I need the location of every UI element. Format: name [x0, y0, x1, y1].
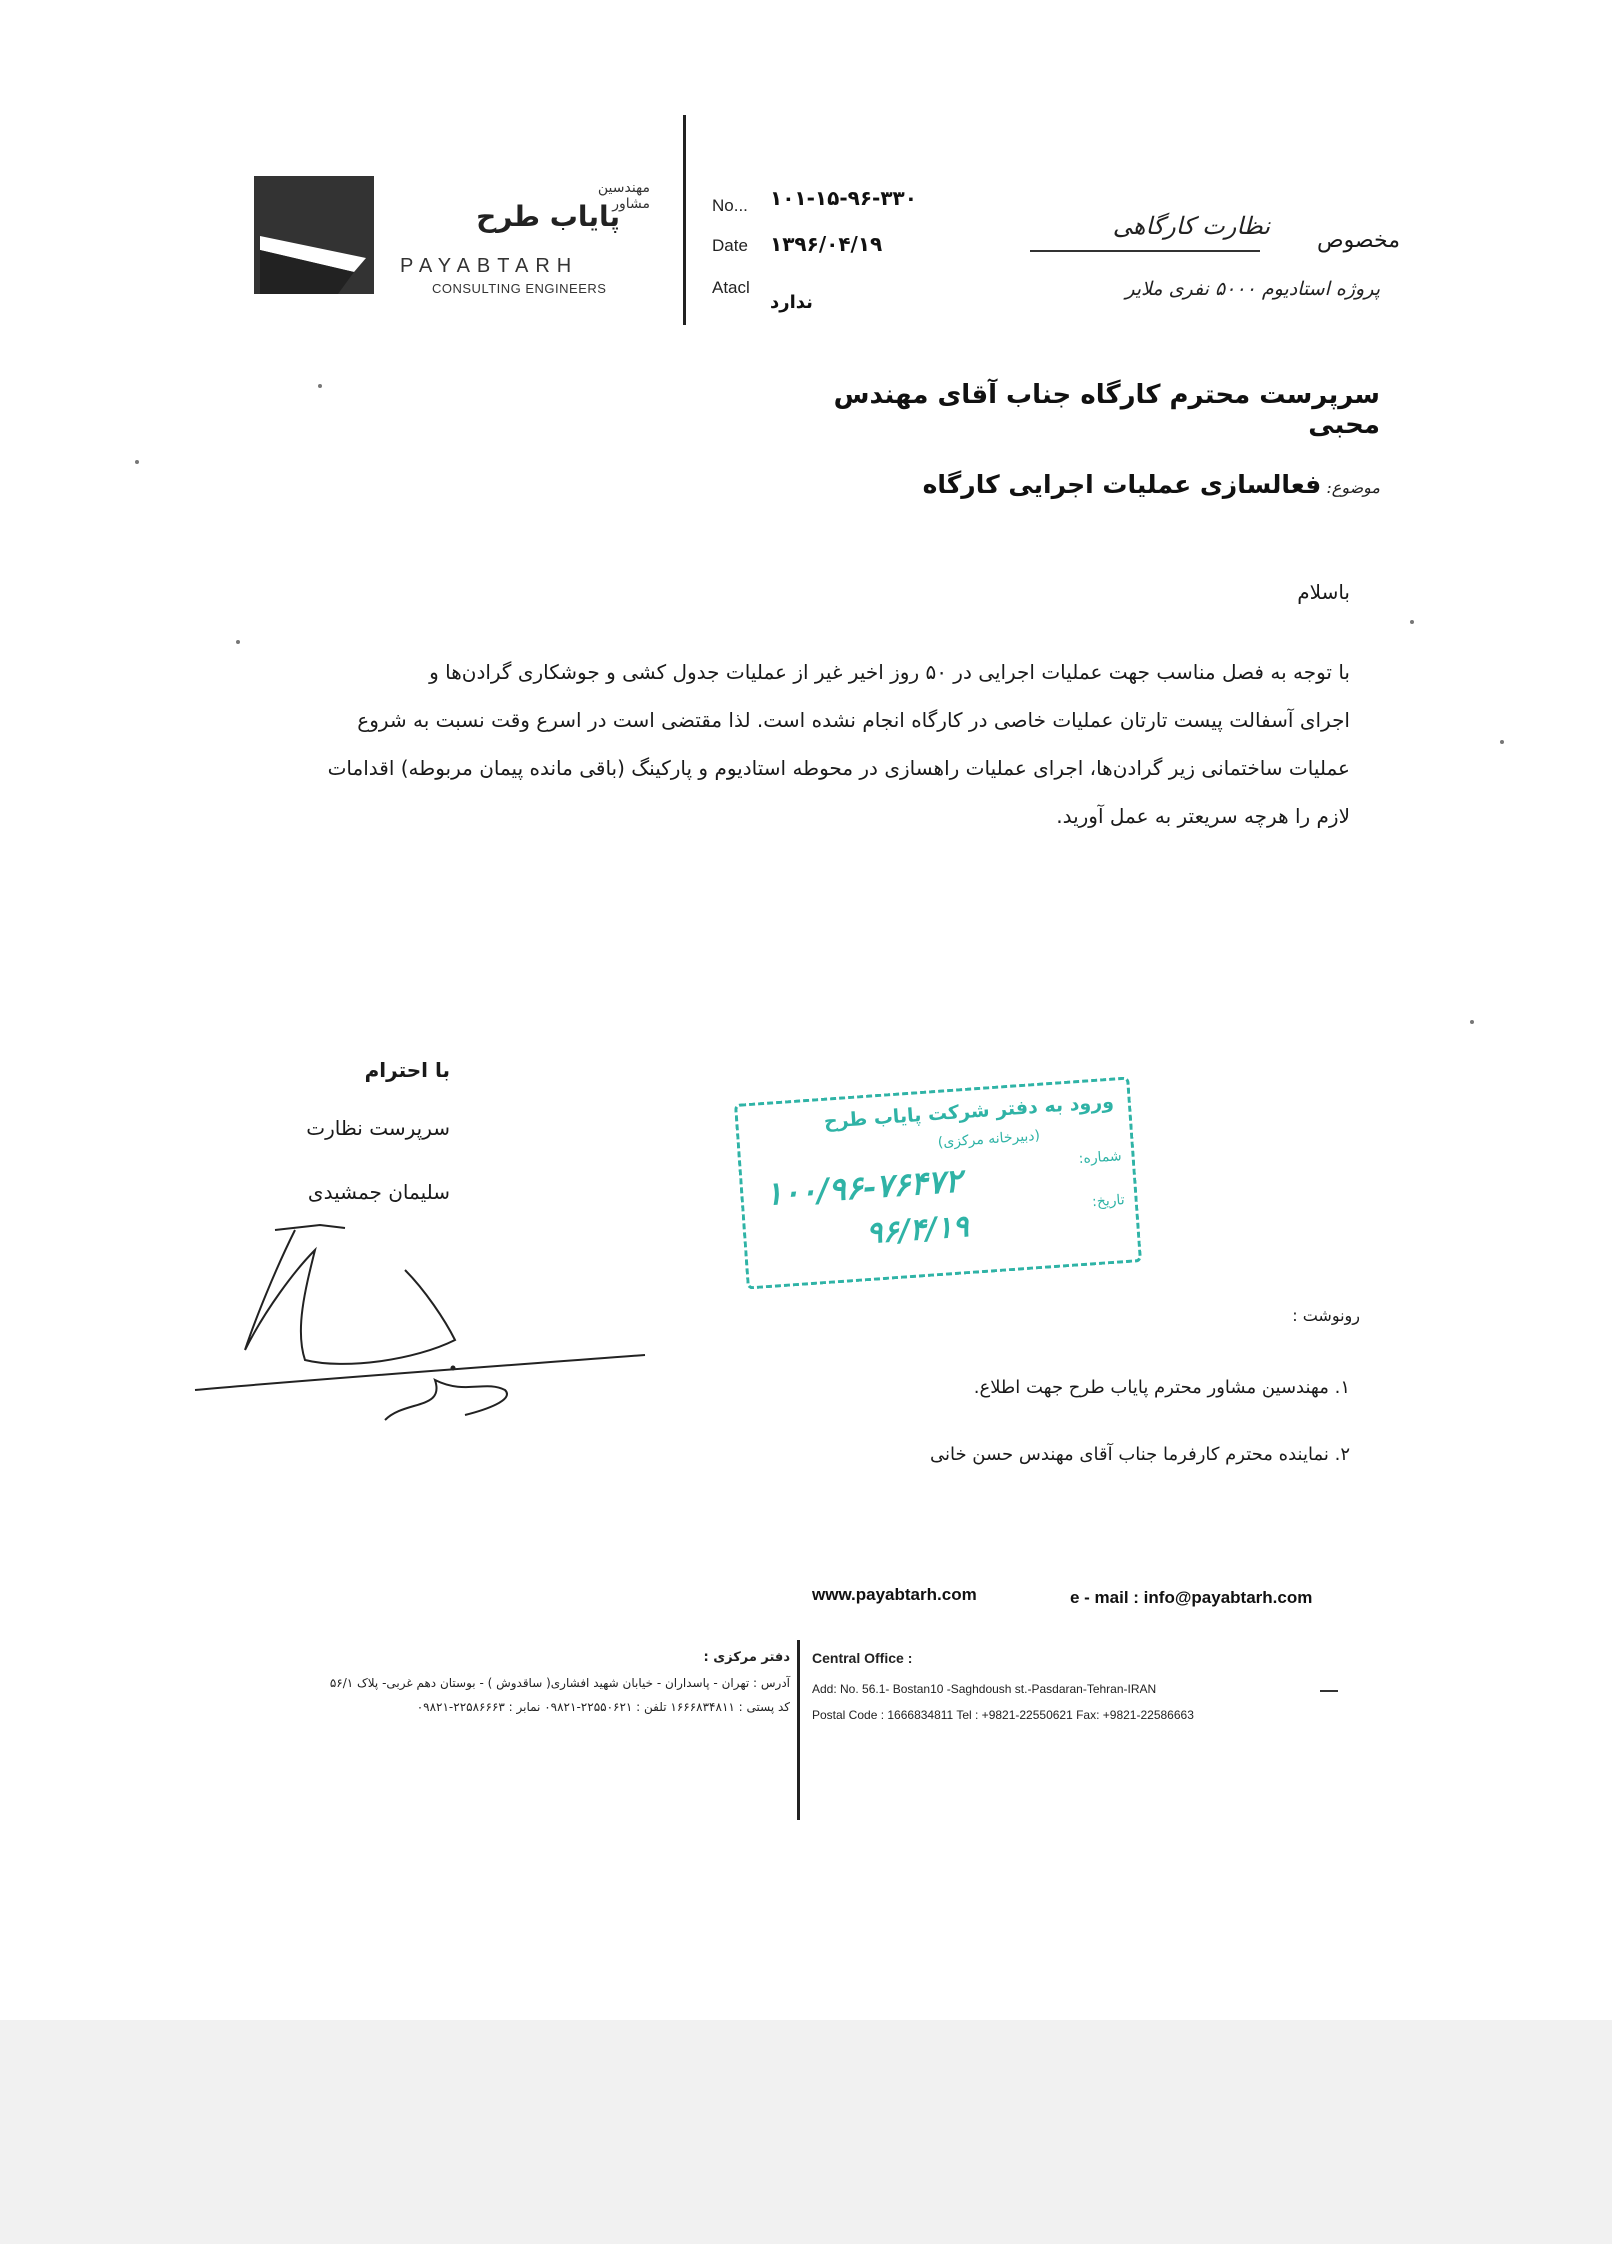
- logo-slash-icon: [254, 176, 374, 294]
- subject-value: فعالسازی عملیات اجرایی کارگاه: [922, 470, 1322, 499]
- number-label: No...: [712, 196, 748, 215]
- office-en-title: Central Office :: [812, 1650, 913, 1666]
- signer-name: سلیمان جمشیدی: [307, 1180, 450, 1204]
- addressee: سرپرست محترم کارگاه جناب آقای مهندس محبی: [833, 380, 1380, 440]
- body-line: اجرای آسفالت پیست تارتان عملیات خاصی در کارگاه انجام نشده است. لذا مقتضی است در اسرع وقت نسبت به شروع: [357, 708, 1350, 732]
- company-name-en: PAYABTARH: [400, 255, 579, 277]
- stamp-number-value: ۱۰۰/۹۶-۷۶۴۷۲: [764, 1161, 964, 1214]
- body-line: لازم را هرچه سریعتر به عمل آورید.: [1056, 804, 1350, 828]
- stamp-date-label: تاریخ:: [1091, 1192, 1126, 1211]
- office-fa-address: آدرس : تهران - پاسداران - خیابان شهید افشاری( ساقدوش ) - بوستان دهم غربی- پلاک ۵۶/۱: [329, 1676, 790, 1690]
- date-value: ۱۳۹۶/۰۴/۱۹: [770, 232, 883, 256]
- stamp-line2: (دبیرخانه مرکزی): [937, 1127, 1041, 1151]
- office-fa-title: دفتر مرکزی :: [703, 1650, 790, 1665]
- cc-item: ۲. نماینده محترم کارفرما جناب آقای مهندس حسن خانی: [929, 1444, 1350, 1465]
- footer-website[interactable]: www.payabtarh.com: [812, 1585, 977, 1604]
- attachment-value: ندارد: [770, 292, 813, 313]
- body-line: عملیات ساختمانی زیر گرادن‌ها، اجرای عملیات راهسازی در محوطه استادیوم و پارکینگ (باقی مانده پیمان مربوطه) اقدامات: [327, 756, 1350, 780]
- closing: با احترام: [364, 1058, 450, 1082]
- header-divider: [683, 115, 686, 325]
- scan-speck: [1500, 740, 1504, 744]
- scan-speck: [236, 640, 240, 644]
- cc-label: رونوشت :: [1292, 1306, 1360, 1325]
- scan-bottom-shade: [0, 2020, 1612, 2244]
- footer-dash: [1320, 1690, 1338, 1692]
- attachment-label: Atacl: [712, 278, 750, 297]
- received-stamp: [734, 1076, 1142, 1289]
- body-line: با توجه به فصل مناسب جهت عملیات اجرایی در ۵۰ روز اخیر غیر از عملیات جدول کشی و جوشکاری گرادن‌ها و: [429, 660, 1350, 684]
- letter-body: [190, 648, 1350, 840]
- company-subtitle-fa: مهندسین مشاور: [597, 180, 650, 212]
- subject-label: موضوع:: [1326, 478, 1380, 497]
- scan-speck: [1410, 620, 1414, 624]
- scan-speck: [135, 460, 139, 464]
- office-fa-contact: کد پستی : ۱۶۶۶۸۳۴۸۱۱ تلفن : ۲۲۵۵۰۶۲۱-۰۹۸۲۱ نمابر : ۲۲۵۸۶۶۶۳-۰۹۸۲۱: [416, 1700, 790, 1714]
- office-en-contact: Postal Code : 1666834811 Tel : +9821-22550621 Fax: +9821-22586663: [812, 1708, 1194, 1722]
- subject-line: [900, 470, 1380, 499]
- scan-speck: [1470, 1020, 1474, 1024]
- stamp-number-label: شماره:: [1078, 1148, 1123, 1168]
- handwritten-signature: [185, 1210, 665, 1440]
- company-tagline-en: CONSULTING ENGINEERS: [432, 281, 607, 296]
- special-underline: [1030, 250, 1260, 252]
- signer-title: سرپرست نظارت: [306, 1116, 450, 1140]
- special-label: مخصوص: [1316, 228, 1400, 253]
- stamp-date-value: ۹۶/۴/۱۹: [865, 1209, 970, 1252]
- footer-email[interactable]: e - mail : info@payabtarh.com: [1070, 1588, 1313, 1607]
- company-name-fa: پایاب طرح: [476, 200, 620, 233]
- footer-divider: [797, 1640, 800, 1820]
- scan-speck: [318, 384, 322, 388]
- office-en-address: Add: No. 56.1- Bostan10 -Saghdoush st.-Pasdaran-Tehran-IRAN: [812, 1682, 1157, 1696]
- special-value: نظارت کارگاهی: [1112, 212, 1270, 240]
- greeting: باسلام: [1297, 580, 1350, 604]
- project-line: پروژه استادیوم ۵۰۰۰ نفری ملایر: [1125, 278, 1380, 300]
- cc-item: ۱. مهندسین مشاور محترم پایاب طرح جهت اطلاع.: [973, 1377, 1350, 1398]
- stamp-line1: ورود به دفتر شرکت پایاب طرح: [823, 1090, 1115, 1133]
- logo-mark: [254, 176, 374, 294]
- number-value: ۱۰۱-۱۵-۹۶-۳۳۰: [770, 186, 917, 210]
- date-label: Date: [712, 236, 748, 255]
